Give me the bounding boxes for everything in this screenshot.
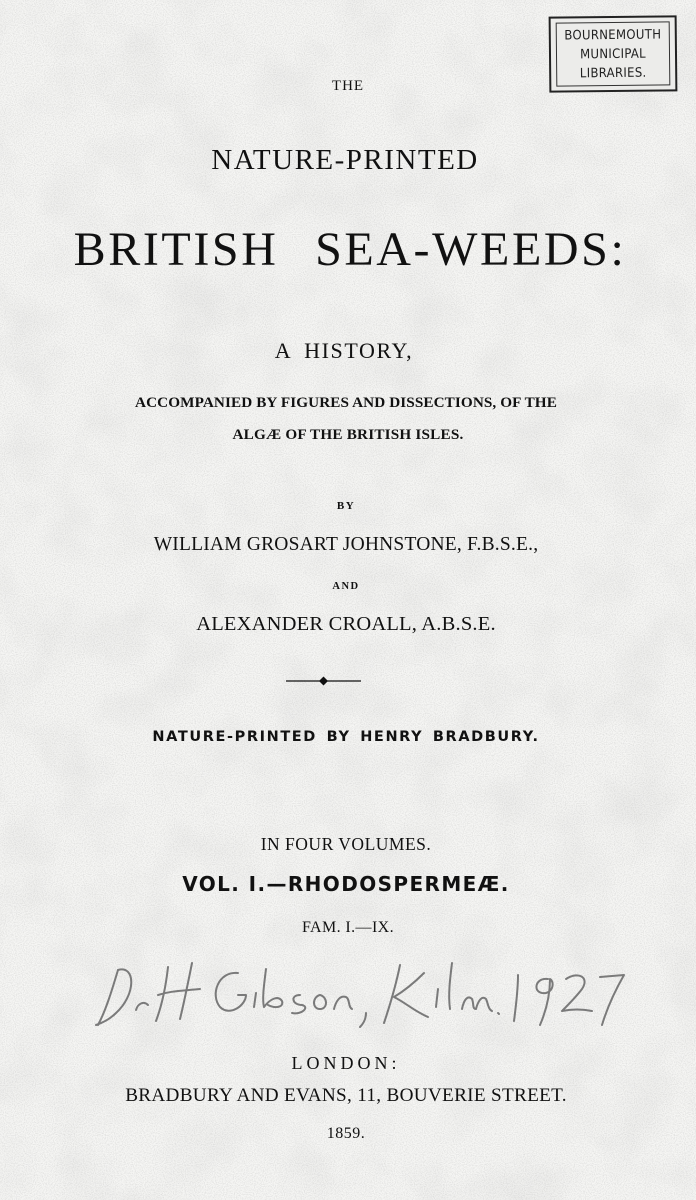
printer-credit: NATURE-PRINTED BY HENRY BRADBURY. (152, 729, 540, 745)
ornamental-rule (286, 674, 361, 688)
and-label: AND (332, 581, 360, 592)
library-stamp-border (556, 21, 671, 86)
volume-title: VOL. I.—RHODOSPERMEÆ. (182, 872, 510, 896)
subtitle: A HISTORY, (274, 338, 414, 363)
handwritten-inscription (88, 955, 628, 1045)
author-1: WILLIAM GROSART JOHNSTONE, F.B.S.E., (153, 534, 539, 555)
description-line-2: ALGÆ OF THE BRITISH ISLES. (232, 426, 464, 443)
publisher: BRADBURY AND EVANS, 11, BOUVERIE STREET. (125, 1085, 567, 1106)
publication-year: 1859. (326, 1125, 366, 1142)
volume-count: IN FOUR VOLUMES. (260, 834, 432, 854)
by-label: BY (336, 500, 356, 512)
title-nature-printed: NATURE-PRINTED (211, 144, 479, 176)
stamp-line-1: BOURNEMOUTH (564, 26, 662, 44)
stamp-line-2: MUNICIPAL (579, 46, 647, 62)
families: FAM. I.—IX. (301, 919, 395, 936)
main-title: BRITISH SEA-WEEDS: (73, 223, 627, 276)
publication-place: LONDON: (291, 1053, 401, 1073)
author-2: ALEXANDER CROALL, A.B.S.E. (196, 613, 496, 635)
title-the: THE (331, 78, 365, 94)
stamp-line-3: LIBRARIES. (579, 65, 647, 81)
description-line-1: ACCOMPANIED BY FIGURES AND DISSECTIONS, OF THE (135, 394, 557, 411)
